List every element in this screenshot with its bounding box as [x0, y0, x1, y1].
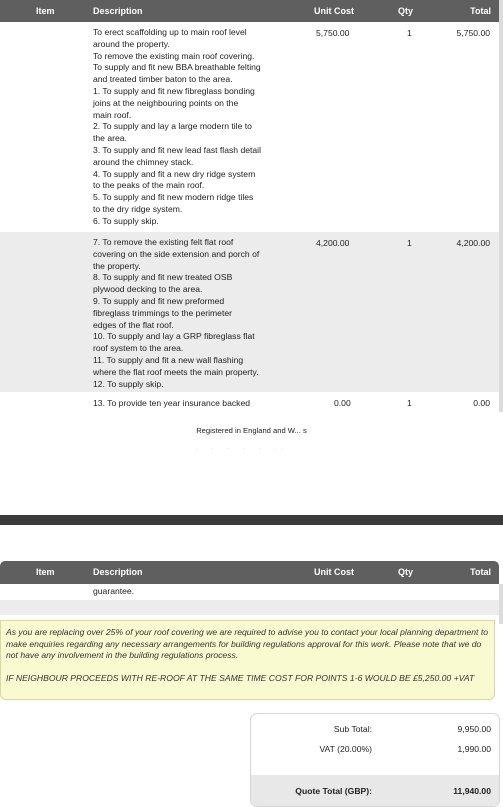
subtotal-label: Sub Total: [333, 724, 372, 734]
quote-total-value: 11,940.00 [453, 786, 491, 796]
header-qty: Qty [398, 567, 414, 577]
row-total: 5,750.00 [456, 28, 490, 38]
registration-footer: Registered in England and W... s [196, 426, 307, 435]
row-unit-cost: 0.00 [334, 398, 351, 408]
page-break [0, 515, 503, 525]
building-regulations-notice [0, 620, 495, 700]
row-description: 7. To remove the existing felt flat roof covering on the side extension and porch of the property. 8. To supply and fit new treated OSB plywood decking to the area. 9. To supply and fit new preformed fibreglass trimmings to the perimeter edges of the flat roof. 10. To supply and lay a GRP fibreglass flat roof system to the area. 11. To supply and fit a new wall flashing where the flat roof meets the main property. 12. To supply skip. [93, 237, 260, 389]
page-edge [499, 0, 503, 412]
notice-paragraph: IF NEIGHBOUR PROCEEDS WITH RE-ROOF AT THE SAME TIME COST FOR POINTS 1-6 WOULD BE £5,250.00 +VAT [6, 672, 475, 683]
table-row [0, 392, 499, 412]
table-row [0, 232, 499, 392]
row-unit-cost: 4,200.00 [316, 238, 350, 248]
row-description: 13. To provide ten year insurance backed [93, 398, 251, 408]
header-unit-cost: Unit Cost [314, 6, 354, 16]
vat-value: 1,990.00 [457, 744, 491, 754]
row-unit-cost: 5,750.00 [316, 28, 350, 38]
page-edge [499, 584, 503, 624]
footer-faint-text: . · · · · .. [196, 446, 290, 452]
row-description-continued: guarantee. [93, 586, 135, 596]
header-qty: Qty [398, 6, 414, 16]
quote-total-row [251, 775, 499, 806]
row-total: 0.00 [473, 398, 490, 408]
table-row-spacer [0, 600, 499, 615]
header-item: Item [36, 567, 55, 577]
header-total: Total [470, 567, 491, 577]
subtotal-value: 9,950.00 [457, 724, 491, 734]
quote-page-2 [0, 525, 503, 807]
table-row [0, 22, 499, 232]
table-row [0, 584, 499, 600]
row-description: To erect scaffolding up to main roof level around the property. To remove the existing main roof covering. To supply and fit new BBA breathable felting and treated timber baton to the area. 1. To supply and fit new fibreglass bonding joins at the neighbouring points on the main roof. 2. To supply and lay a large modern tile to the area. 3. To supply and fit new lead fast flash detail around the chimney stack. 4. To supply and fit a new dry ridge system to the peaks of the main roof. 5. To supply and fit new modern ridge tiles to the dry ridge system. 6. To supply skip. [93, 27, 262, 226]
header-unit-cost: Unit Cost [314, 567, 354, 577]
header-total: Total [470, 6, 491, 16]
row-qty: 1 [407, 398, 412, 408]
vat-label: VAT (20.00%) [319, 744, 372, 754]
header-description: Description [93, 6, 143, 16]
quote-total-label: Quote Total (GBP): [295, 786, 372, 796]
row-total: 4,200.00 [456, 238, 490, 248]
header-description: Description [93, 567, 143, 577]
notice-paragraph: As you are replacing over 25% of your roof covering we are required to advise you to contact your local planning department to make enquiries regarding any necessary arrangements for building regulations approval for this work. Please note that we do not have any involvement in the building regulations process. [6, 627, 489, 660]
table-header [0, 561, 499, 584]
table-header [0, 0, 499, 22]
row-qty: 1 [407, 28, 412, 38]
totals-box [250, 713, 500, 807]
row-qty: 1 [407, 238, 412, 248]
header-item: Item [36, 6, 55, 16]
